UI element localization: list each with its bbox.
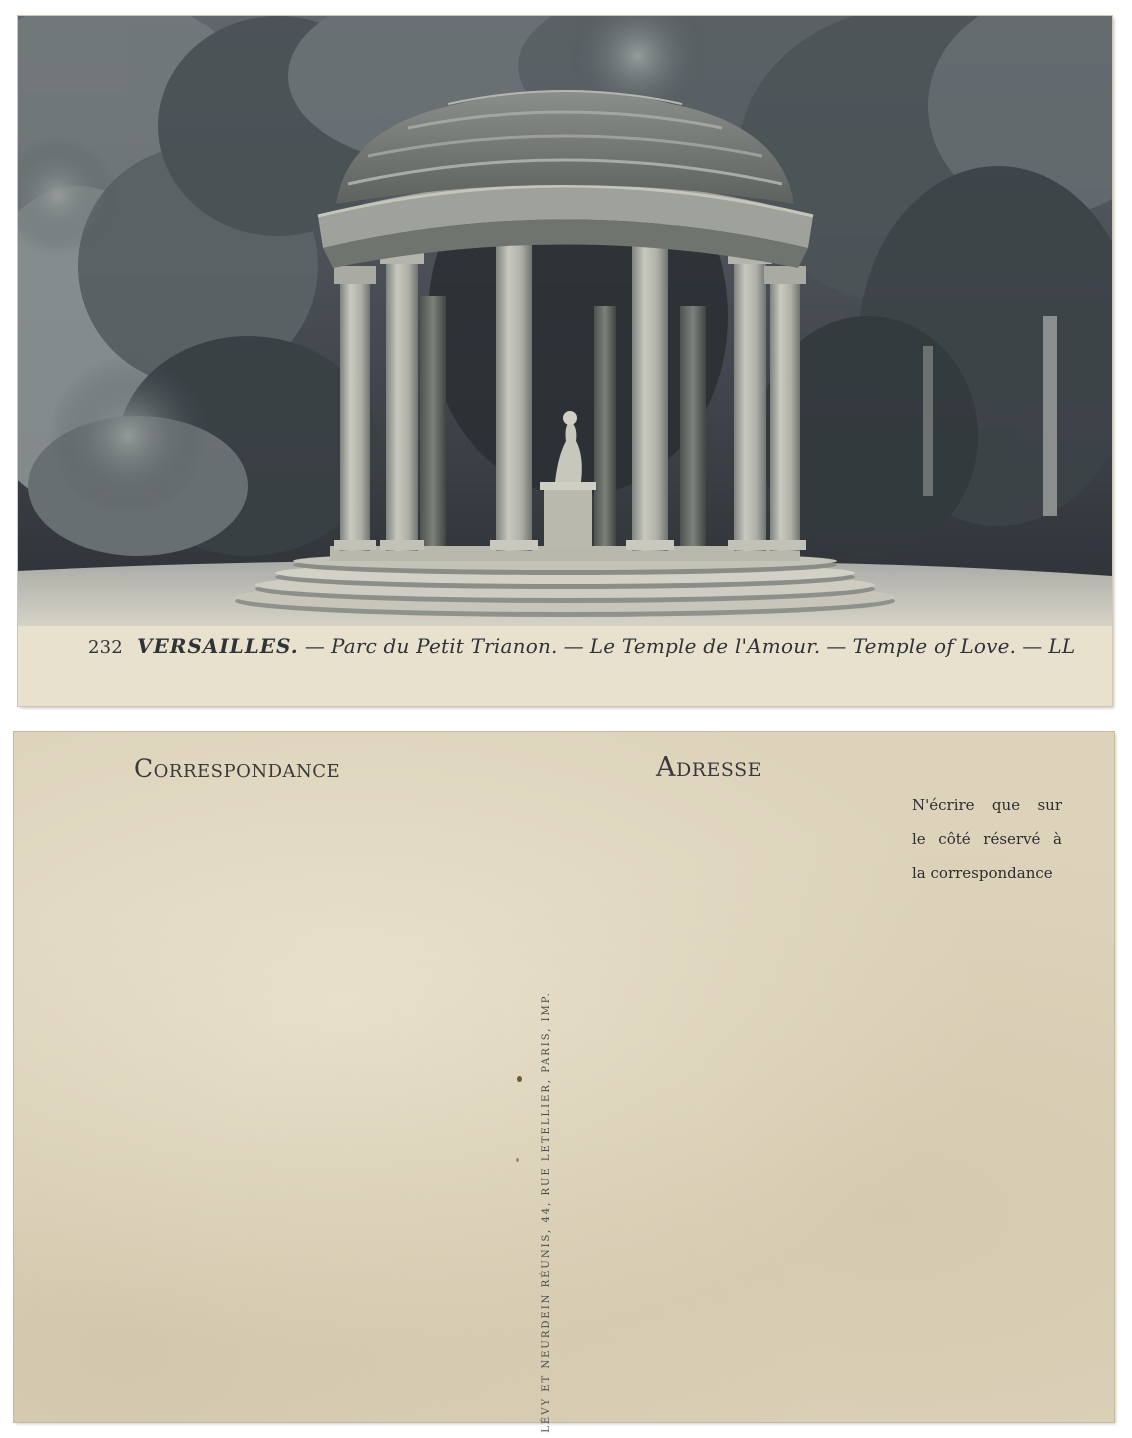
temple-steps <box>235 546 895 617</box>
printer-imprint-text: LÉVY ET NEURDEIN RÉUNIS, 44, RUE LETELLIER, PARIS, IMP. <box>541 991 552 1433</box>
caption-separator: — <box>304 634 325 658</box>
writing-instructions <box>912 788 1062 890</box>
paper-speck <box>517 1076 522 1082</box>
instruction-line: le côté réservé à <box>912 830 1062 848</box>
caption-title-en: Temple of Love. <box>852 634 1017 658</box>
caption-separator: — <box>826 634 847 658</box>
caption-publisher: LL <box>1048 634 1076 658</box>
instruction-line: la correspondance <box>912 864 1053 882</box>
caption-city: VERSAILLES. <box>136 634 299 658</box>
instruction-line: N'écrire que sur <box>912 796 1062 814</box>
caption-title-fr: Le Temple de l'Amour. <box>589 634 821 658</box>
caption-separator: — <box>1022 634 1043 658</box>
temple-of-love-photograph <box>18 16 1112 626</box>
postcard-back <box>14 732 1114 1433</box>
paper-speck <box>516 1158 519 1162</box>
correspondence-heading: Correspondance <box>134 754 341 783</box>
card-number: 232 <box>88 637 123 658</box>
address-heading: Adresse <box>656 752 762 783</box>
postcard-caption <box>88 634 1088 674</box>
caption-place: Parc du Petit Trianon. <box>330 634 558 658</box>
postcard-front <box>18 16 1112 706</box>
caption-separator: — <box>563 634 584 658</box>
